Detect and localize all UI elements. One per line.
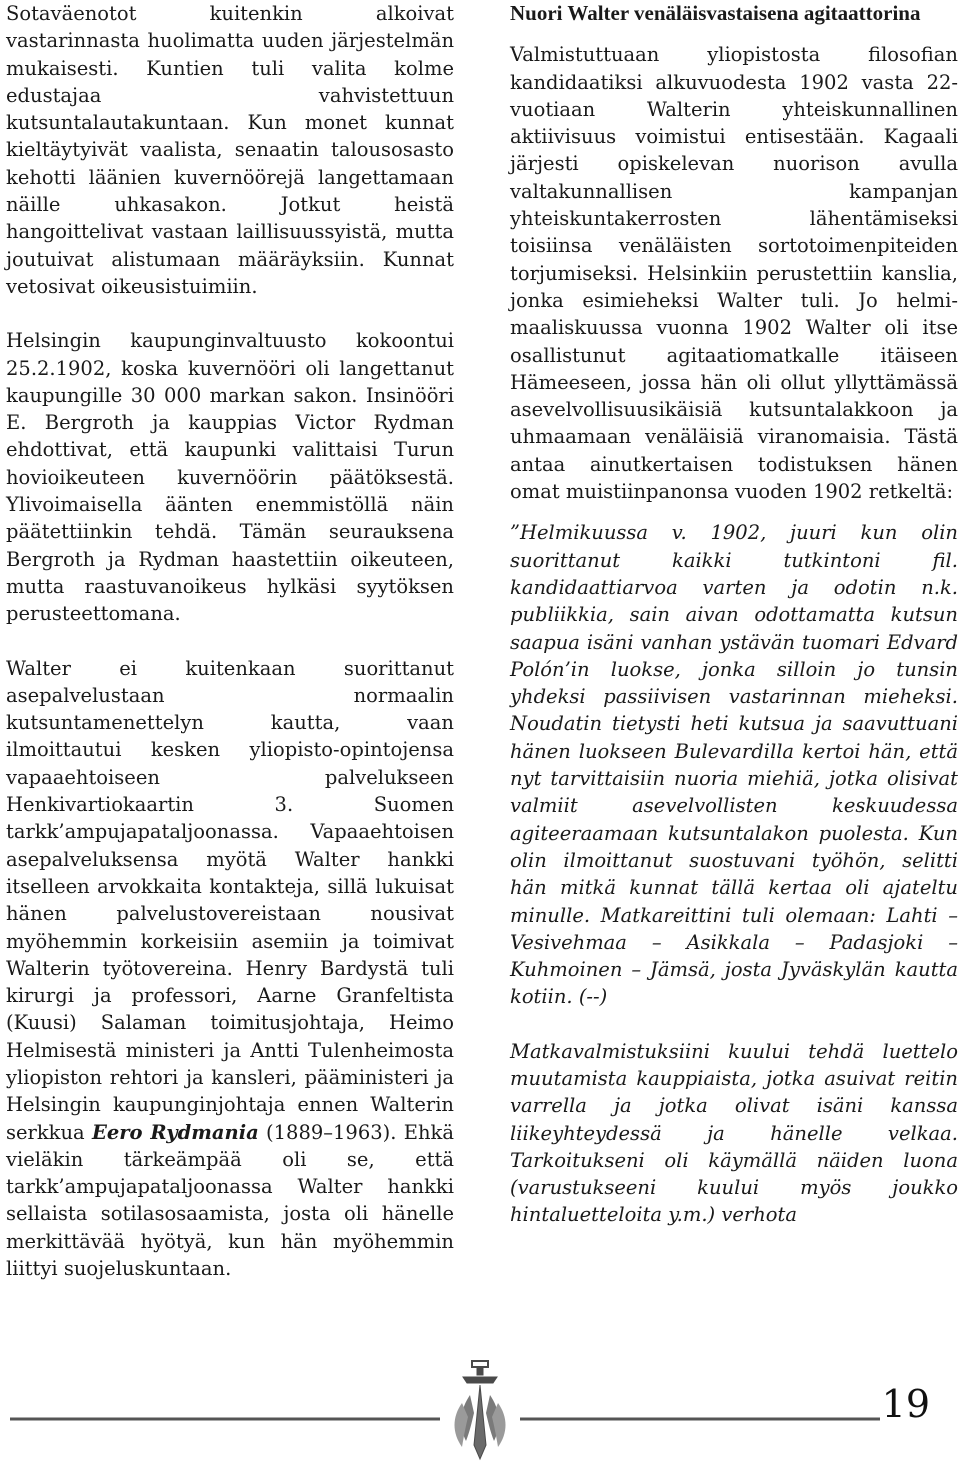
paragraph-helsinki-council: Helsingin kaupunginvaltuusto kokoontui 25.2.1902, koska kuvernööri oli langettanut kaupungille 30 000 markan sakon. Insinööri E. Bergroth ja kauppias Victor Rydman ehdottivat, että kaupunki valittaisi Turun hovioikeuteen kuvernöörin päätöksestä. Ylivoimaisella äänten enemmistöllä näin päätettiinkin tehdä. Tämän seurauksena Bergroth ja Rydman haastettiin oikeuteen, mutta raastuvanoikeus hylkäsi syytöksen perusteettomana.: [6, 329, 454, 626]
page-footer: [0, 1355, 960, 1463]
paragraph-walter-service-text-a: Walter ei kuitenkaan suorittanut asepalvelustaan normaalin kutsuntamenettelyn kautta, vaan ilmoittautui kesken yliopisto-opintojensa vapaaehtoiseen palvelukseen Henkivartiokaartin 3. Suomen tarkk’ampujapataljoonassa. Vapaaehtoisen asepalveluksensa myötä Walter hankki itselleen arvokkaita kontakteja, sillä lukuisat hänen palvelustovereistaan nousivat myöhemmin korkeisiin asemiin ja toimivat Walterin työtovereina. Henry Bardystä tuli kirurgi ja professori, Aarne Granfeltista (Kuusi) Salaman toimitusjohtaja, Heimo Helmisestä ministeri ja Antti Tulenheimosta yliopiston rehtori ja kansleri, pääministeri ja Helsingin kaupunginjohtaja ennen Walterin serkkua: [6, 656, 454, 1144]
name-eero-rydman: Eero Rydmania: [91, 1120, 259, 1144]
right-column: [510, 0, 958, 1229]
paragraph-agitator: Valmistuttuaan yliopistosta filosofian kandidaatiksi alkuvuodesta 1902 vasta 22-vuotiaan Walterin yhteiskunnallinen aktiivisuus voimistui entisestään. Kagaali järjesti opiskelevan nuorison avulla valtakunnallisen kampanjan yhteiskuntakerrosten lähentämiseksi toisiinsa venäläisten sortotoimenpiteiden torjumiseksi. Helsinkiin perustettiin kanslia, jonka esimieheksi Walter tuli. Jo helmi-maaliskuussa vuonna 1902 Walter oli itse osallistunut agitaatiomatkalle itäiseen Hämeeseen, jossa hän oli ollut yllyttämässä asevelvollisuusikäisiä kutsuntalakkoon ja uhmaamaan venäläisiä viranomaisia. Tästä antaa ainutkertaisen todistuksen hänen omat muistiinpanonsa vuoden 1902 retkeltä:: [510, 43, 958, 504]
footer-ornament: [0, 1355, 960, 1463]
quote-travel-memoir: ”Helmikuussa v. 1902, juuri kun olin suorittanut kaikki tutkintoni fil. kandidaattiarvoa varten ja odotin n.k. publiikkia, sain aivan odottamatta kutsun saapua isäni vanhan ystävän tuomari Edvard Polón’in luokse, jonka silloin jo tunsin yhdeksi passiivisen vastarinnan mieheksi. Noudatin tietysti heti kutsua ja saavuttuani hänen luokseen Bulevardilla kertoi hän, että nyt tarvittaisiin nuoria miehiä, jotka olisivat valmiit asevelvollisten keskuudessa agiteeraamaan kutsuntalakon puolesta. Kun olin ilmoittanut suostuvani työhön, selitti hän mitkä kunnat tällä kertaa oli ajateltu minulle. Matkareittini tuli olemaan: Lahti – Vesivehmaa – Asikkala – Padasjoki – Kuhmoinen – Jämsä, josta Jyväskylän kautta kotiin. (--): [510, 521, 958, 1009]
page-number: 19: [881, 1382, 930, 1426]
paragraph-walter-service: [6, 655, 454, 1283]
quote-preparations: Matkavalmistuksiini kuului tehdä luettelo muutamista kauppiaista, jotka asuivat reitin varrella ja jotka olivat isäni kanssa liikeyhteydessä ja hänelle velkaa. Tarkoitukseni oli käymällä näiden luona (varustukseeni kuului myös joukko hintaluetteloita y.m.) verhota: [510, 1039, 958, 1227]
sword-and-flame-emblem-icon: [455, 1361, 506, 1459]
left-column: [6, 0, 454, 1282]
section-heading: Nuori Walter venäläisvastaisena agitaattorina: [510, 1, 921, 25]
paragraph-conscription: Sotaväenotot kuitenkin alkoivat vastarinnasta huolimatta uuden järjestelmän mukaisesti. Kuntien tuli valita kolme edustajaa vahvistettuun kutsuntalautakuntaan. Kun monet kunnat kieltäytyivät vaalista, senaatin talousosasto kehotti läänien kuvernöörejä langettamaan näille uhkasakon. Jotkut heistä hangoittelivat vastaan laillisuussyistä, mutta joutuivat alistumaan määräyksiin. Kunnat vetosivat oikeusistuimiin.: [6, 2, 454, 298]
paragraph-walter-service-text-b: (1889–1963). Ehkä vieläkin tärkeämpää oli se, että tarkk’ampujapataljoonassa Walter hankki sellaista sotilasosaamista, josta oli hänelle merkittävää hyötyä, kun hän myöhemmin liittyi suojeluskuntaan.: [6, 1120, 454, 1281]
